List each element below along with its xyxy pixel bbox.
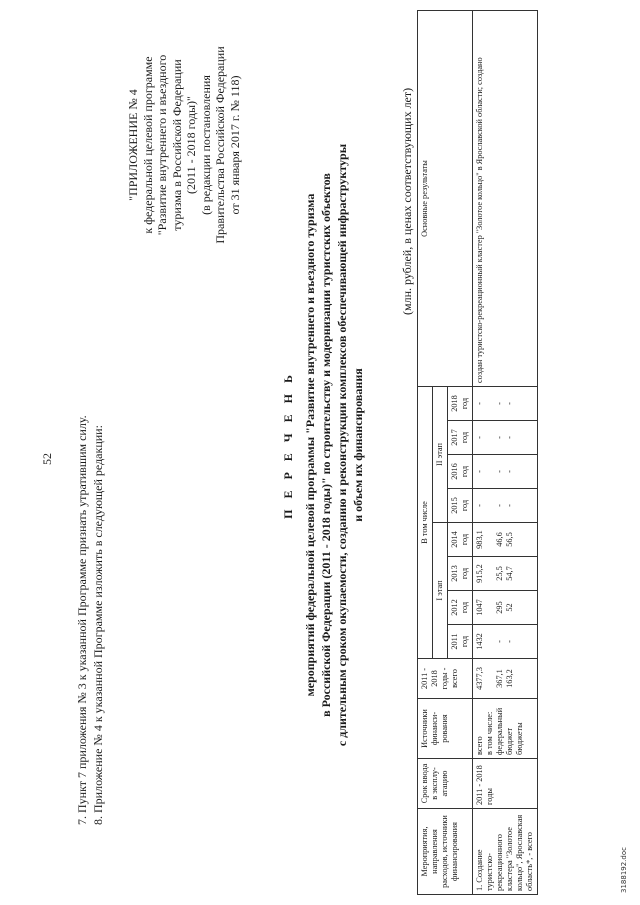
row-2015 [473, 489, 538, 523]
appendix-line: (2011 - 2018 годы)" [184, 96, 198, 194]
row-result: создан туристско-рекреационный кластер "Золотое кольцо" в Ярославской области; создано [473, 11, 538, 387]
value-cell [485, 458, 495, 485]
header-year: 2013 год [448, 557, 473, 591]
title-line: в Российской Федерации (2011 - 2018 годы)" по строительству и модернизации туристских объектов [319, 173, 333, 717]
value-cell: 25,5 [495, 566, 504, 581]
header-year: 2016 год [448, 455, 473, 489]
item-7-text: 7. Пункт 7 приложения № 3 к указанной Программе признать утратившим силу. [75, 415, 89, 825]
value-cell: - [495, 504, 504, 507]
appendix-line: Правительства Российской Федерации [213, 46, 227, 244]
document-title [281, 135, 366, 755]
appendix-line: "ПРИЛОЖЕНИЕ № 4 [126, 89, 140, 201]
header-year: 2014 год [448, 523, 473, 557]
row-sources [473, 699, 538, 759]
source-item: в том числе: [485, 711, 494, 755]
value-cell [485, 526, 495, 553]
header-total: 2011 - 2018 годы - всего [418, 659, 473, 699]
source-item: всего [475, 736, 484, 755]
row-measure-cell [473, 809, 538, 895]
value-cell [485, 492, 495, 519]
value-cell [485, 594, 495, 621]
value-cell [485, 424, 495, 451]
title-line: с длительным сроком окупаемости, созданию и реконструкции комплексов обеспечивающей инфраструктуры [335, 143, 349, 747]
header-sources: Источники финанси-рования [418, 699, 473, 759]
header-measures: Мероприятия, направления расходов, источники финансирования [418, 809, 473, 895]
row-total [473, 659, 538, 699]
value-cell: 54,7 [505, 566, 514, 581]
header-year: 2011 год [448, 625, 473, 659]
header-results: Основные результаты [418, 11, 473, 387]
source-item: бюджеты [515, 722, 524, 755]
appendix-line: к федеральной целевой программе [140, 56, 155, 234]
value-cell [485, 560, 495, 587]
table-row [473, 11, 538, 895]
header-stage-1: I этап [433, 523, 448, 659]
source-item: федеральный бюджет [495, 707, 514, 755]
value-cell: 983,1 [475, 530, 484, 549]
item-8-text: 8. Приложение № 4 к указанной Программе изложить в следующей редакции: [91, 425, 105, 825]
value-cell: - [505, 470, 514, 473]
value-cell: - [495, 470, 504, 473]
appendix-line: туризма в Российской Федерации [169, 59, 184, 231]
row-2014 [473, 523, 538, 557]
value-cell: 367,1 [495, 669, 504, 688]
header-row [418, 11, 433, 895]
value-cell: - [495, 640, 504, 643]
header-year: 2015 год [448, 489, 473, 523]
row-2011 [473, 625, 538, 659]
value-cell: 295 [495, 601, 504, 614]
appendix-line: "Развитие внутреннего и въездного [155, 54, 169, 236]
header-year: 2012 год [448, 591, 473, 625]
appendix-line: от 31 января 2017 г. № 118) [227, 75, 242, 215]
title-line: и объем их финансирования [351, 368, 365, 522]
value-cell: - [495, 402, 504, 405]
header-stage-2: II этап [433, 387, 448, 523]
value-cell: - [475, 402, 484, 405]
value-cell: 1047 [475, 599, 484, 616]
value-cell: 46,6 [495, 532, 504, 547]
page-number: 52 [40, 453, 54, 465]
value-cell: 4377,3 [475, 667, 484, 690]
value-cell: - [505, 402, 514, 405]
value-cell: - [475, 470, 484, 473]
row-2013 [473, 557, 538, 591]
value-cell: - [505, 640, 514, 643]
value-cell [485, 390, 495, 417]
value-cell: - [475, 504, 484, 507]
title-line: мероприятий федеральной целевой программы "Развитие внутреннего и въездного туризма [303, 193, 317, 697]
value-cell: - [505, 436, 514, 439]
appendix-line: (в редакции постановления [198, 75, 213, 215]
row-2018 [473, 387, 538, 421]
value-cell: 163,2 [505, 669, 514, 688]
row-measure-name: Создание туристско-рекреационного кластера "Золотое кольцо", Ярославская область*, - всего [475, 814, 534, 891]
value-cell [485, 662, 495, 695]
value-cell [485, 628, 495, 655]
financing-table [417, 10, 538, 895]
header-year: 2018 год [448, 387, 473, 421]
value-cell: 56,5 [505, 532, 514, 547]
header-year: 2017 год [448, 421, 473, 455]
row-term: 2011 - 2018 годы [473, 759, 538, 809]
header-including: В том числе [418, 387, 433, 659]
value-cell: 52 [505, 603, 514, 612]
value-cell: - [475, 436, 484, 439]
units-note: (млн. рублей, в ценах соответствующих лет) [400, 87, 414, 315]
value-cell: 915,2 [475, 564, 484, 583]
row-2016 [473, 455, 538, 489]
row-number: 1. [475, 884, 484, 891]
value-cell: - [505, 504, 514, 507]
row-2012 [473, 591, 538, 625]
row-2017 [473, 421, 538, 455]
appendix-header [126, 10, 242, 280]
header-term: Срок ввода в эксплу-атацию [418, 759, 473, 809]
value-cell: - [495, 436, 504, 439]
title-perechen: П Е Р Е Ч Е Н Ь [281, 371, 295, 519]
value-cell: 1432 [475, 633, 484, 650]
file-name: 3188192.doc [620, 847, 628, 893]
